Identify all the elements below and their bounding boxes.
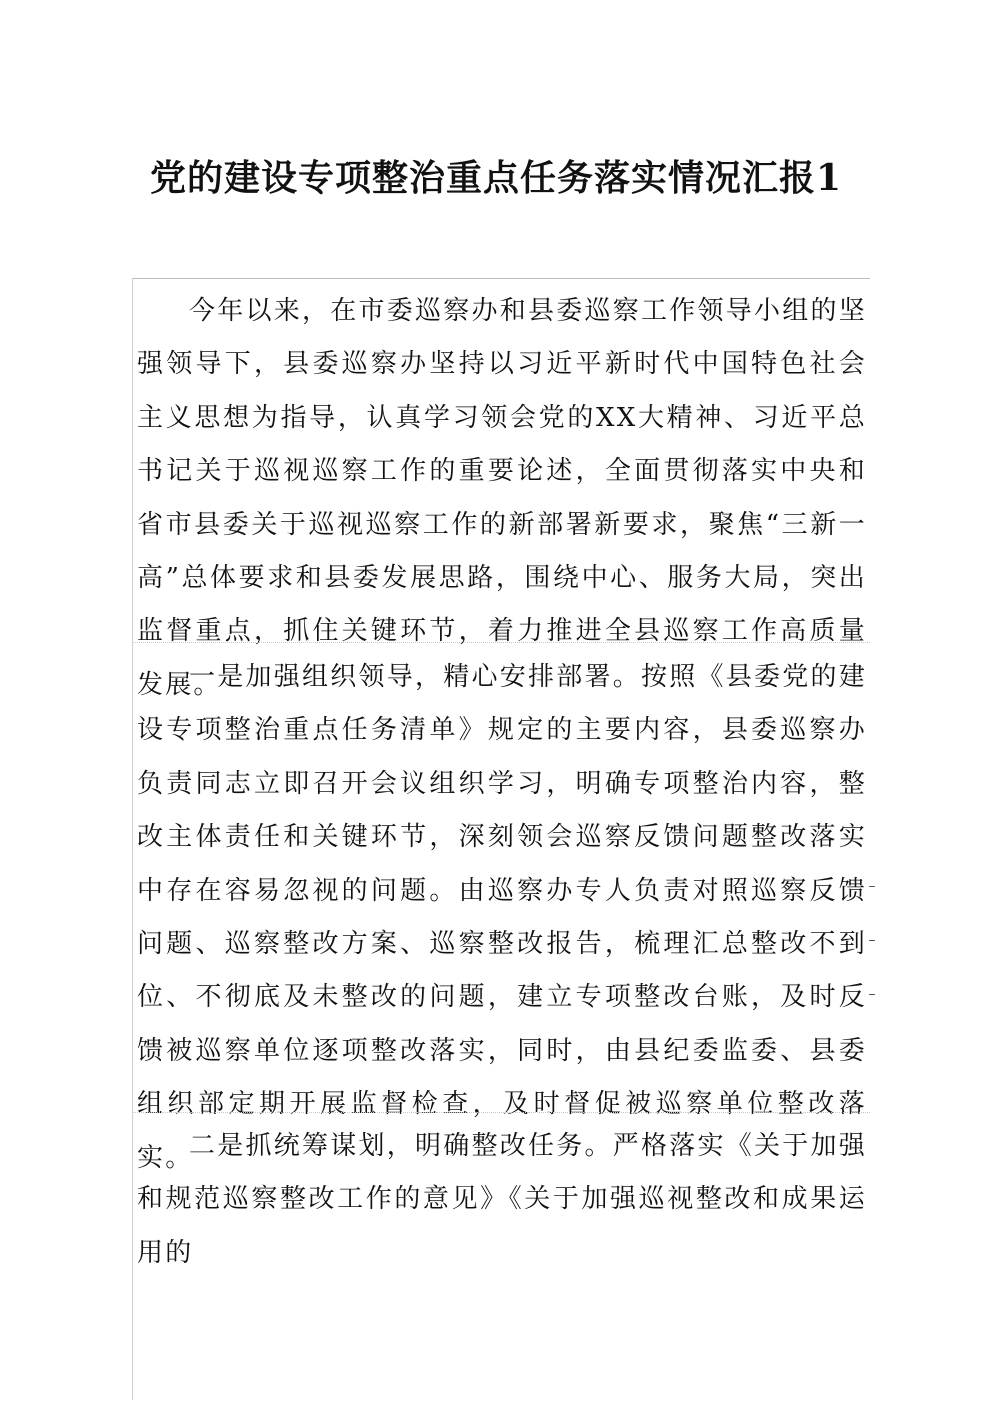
document-title: 党的建设专项整治重点任务落实情况汇报1 xyxy=(149,157,843,199)
line-end-mark xyxy=(869,886,875,887)
paragraph-divider xyxy=(133,1112,870,1113)
paragraph-divider xyxy=(133,642,870,643)
frame-top-border xyxy=(133,278,870,279)
line-end-mark xyxy=(869,994,875,995)
paragraph-intro: 今年以来，在市委巡察办和县委巡察工作领导小组的坚强领导下，县委巡察办坚持以习近平新时代中国特色社会主义思想为指导，认真学习领会党的XX大精神、习近平总书记关于巡视巡察工作的重要论述，全面贯彻落实中央和省市县委关于巡视巡察工作的新部署新要求，聚焦“三新一高”总体要求和县委发展思路，围绕中心、服务大局，突出监督重点，抓住关键环节，着力推进全县巡察工作高质量发展。 xyxy=(137,296,867,700)
paragraph-organization: 一是加强组织领导，精心安排部署。按照《县委党的建设专项整治重点任务清单》规定的主要内容，县委巡察办负责同志立即召开会议组织学习，明确专项整治内容，整改主体责任和关键环节，深刻领会巡察反馈问题整改落实中存在容易忽视的问题。由巡察办专人负责对照巡察反馈问题、巡察整改方案、巡察整改报告，梳理汇总整改不到位、不彻底及未整改的问题，建立专项整改台账，及时反馈被巡察单位逐项整改落实，同时，由县纪委监委、县委组织部定期开展监督检查，及时督促被巡察单位整改落实。 xyxy=(137,662,867,1173)
text-frame xyxy=(132,278,870,1400)
line-end-mark xyxy=(869,940,875,941)
paragraph-planning: 二是抓统筹谋划，明确整改任务。严格落实《关于加强和规范巡察整改工作的意见》《关于加强巡视整改和成果运用的 xyxy=(137,1131,867,1268)
